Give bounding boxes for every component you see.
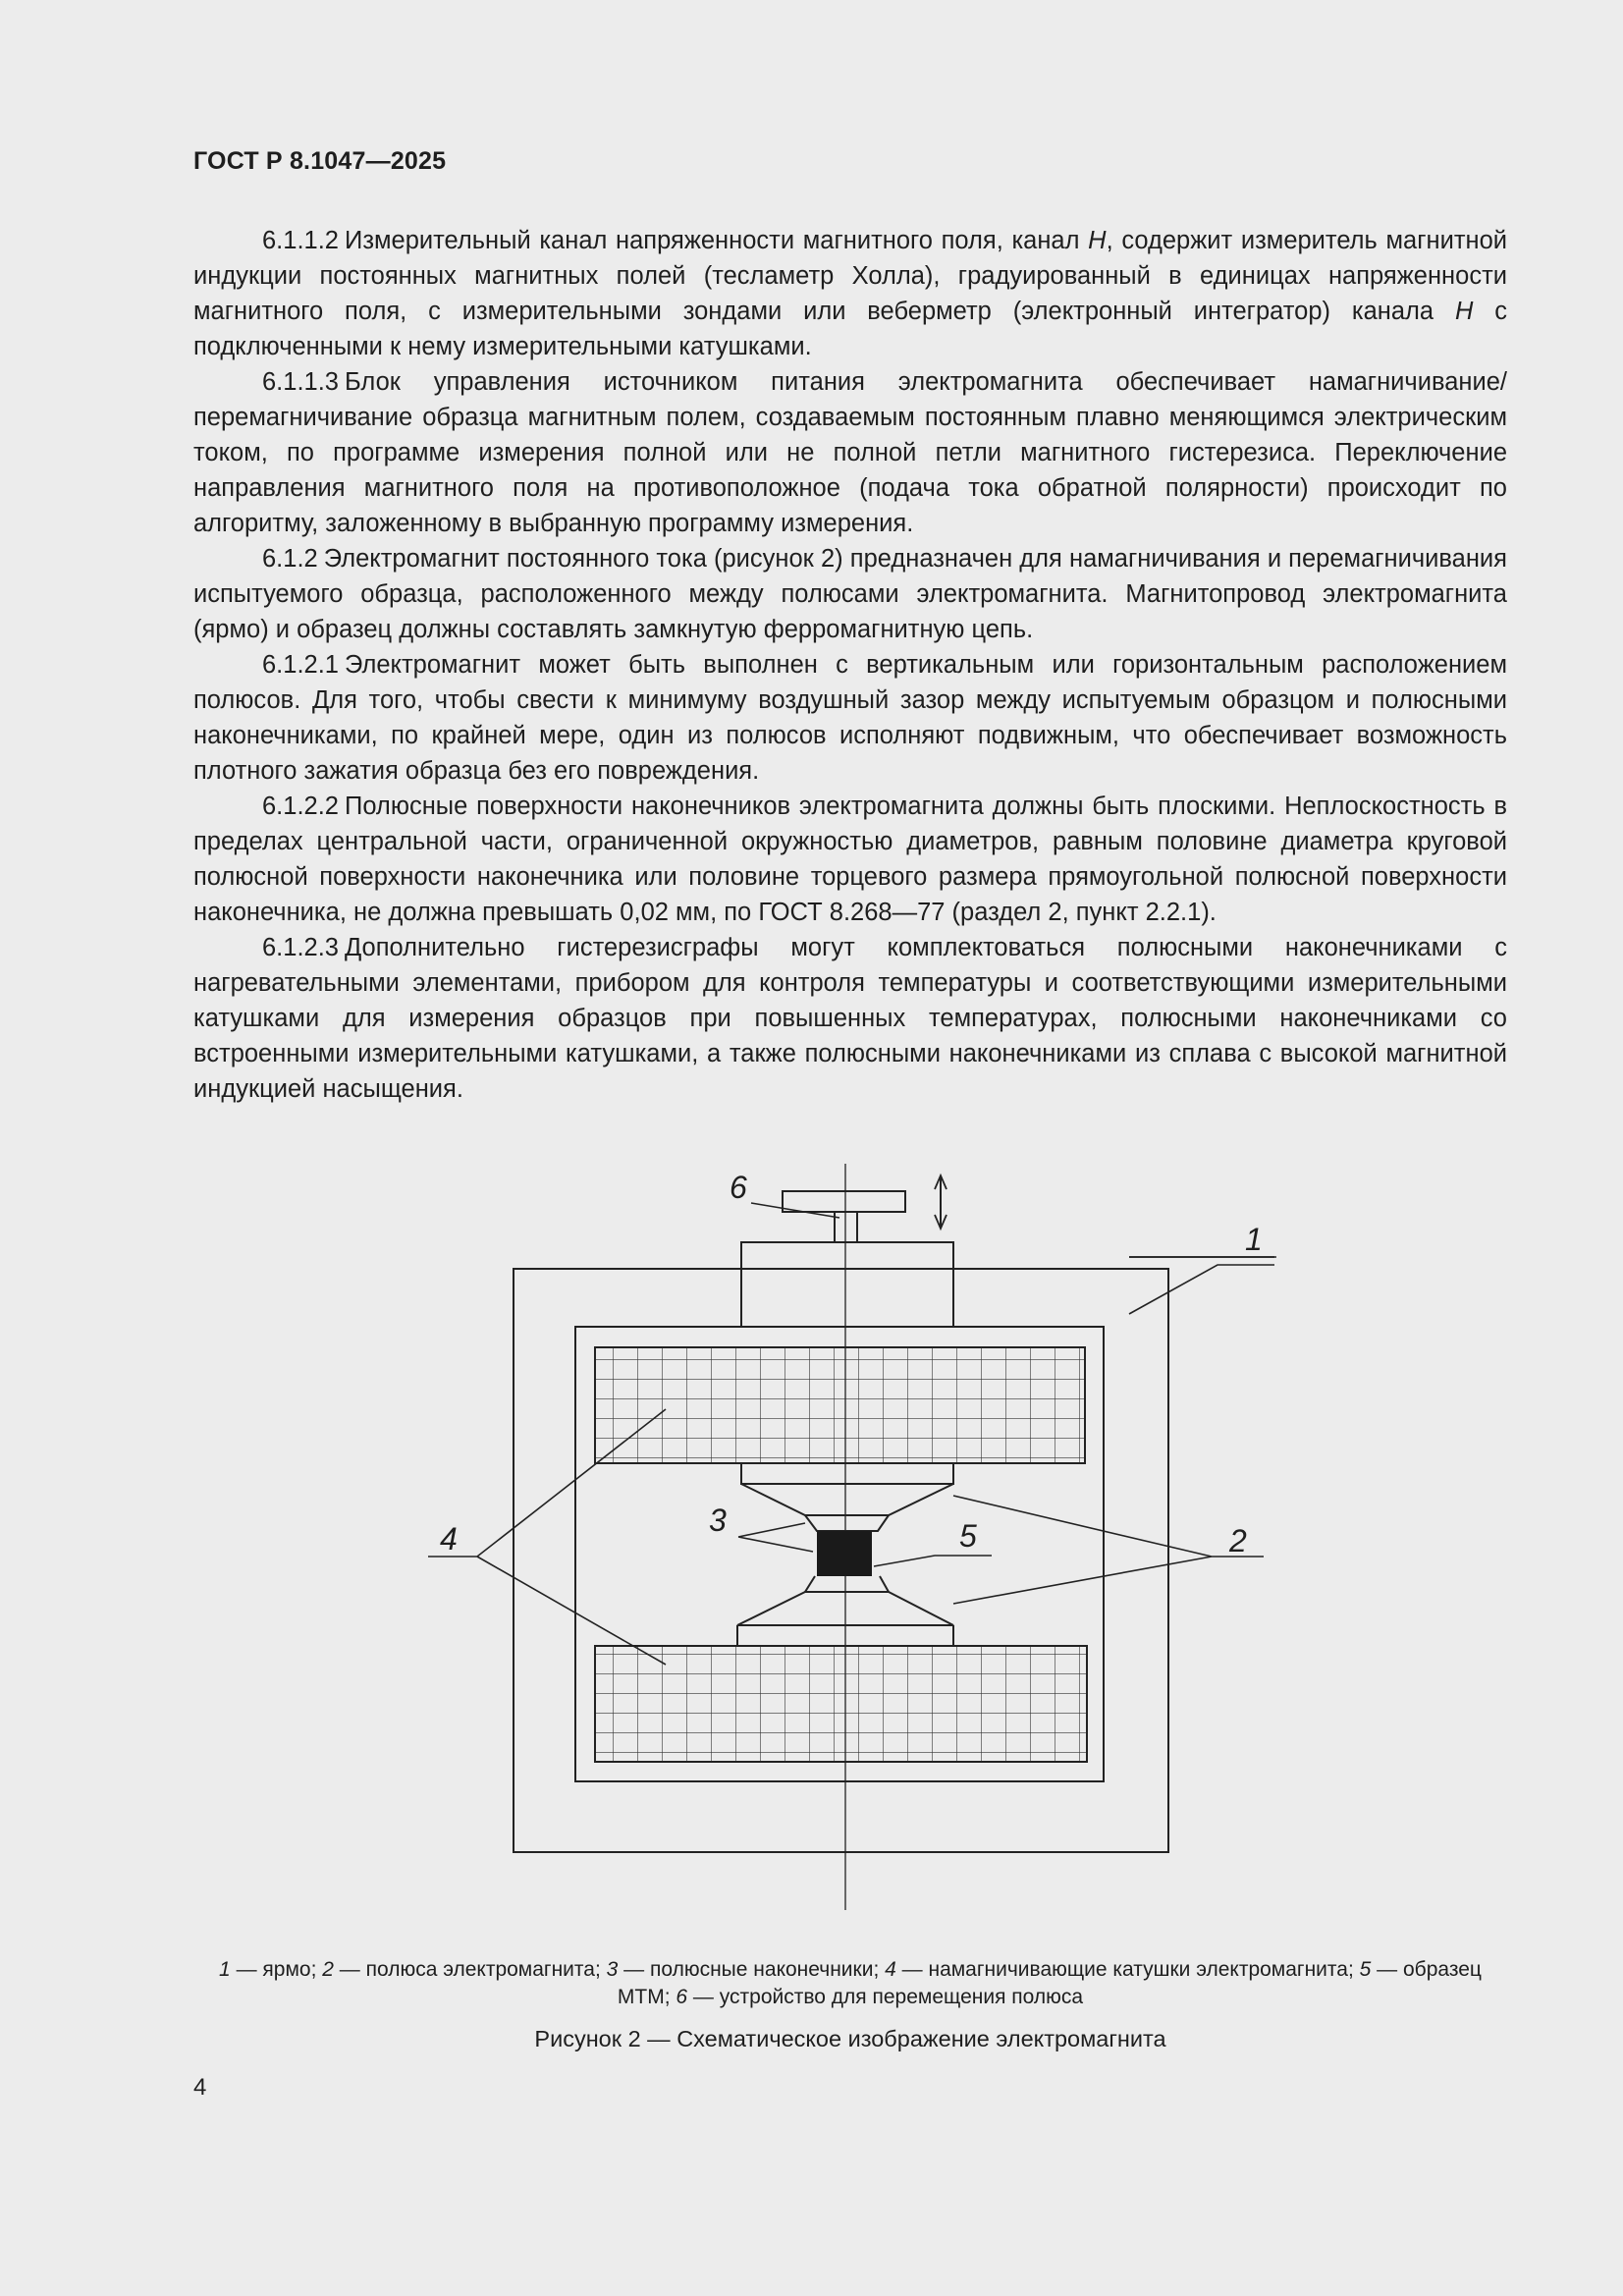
symbol-h: H — [1454, 298, 1474, 325]
leader-1 — [1129, 1265, 1274, 1314]
paragraph-number: 6.1.1.3 — [262, 368, 339, 396]
leader-5 — [874, 1556, 992, 1566]
paragraph-6-1-2 — [193, 541, 1507, 647]
legend-text: — полюсные наконечники; — [618, 1958, 886, 1981]
paragraph-6-1-1-3 — [193, 364, 1507, 541]
legend-number: 1 — [219, 1958, 231, 1981]
paragraph-number: 6.1.2.3 — [262, 934, 339, 961]
legend-text: — ярмо; — [230, 1958, 323, 1981]
paragraph-text: Электромагнит может быть выполнен с вертикальным или горизонтальным расположением полюсов. Для того, чтобы свести к минимуму воздушный зазор между испытуемым образцом и полюсными наконечниками, по крайней мере, один из полюсов исполняют подвижным, что обеспечивает возможность плотного зажатия образца без его повреждения. — [193, 651, 1507, 785]
upper-pole-tip — [741, 1484, 953, 1515]
legend-number: 6 — [676, 1986, 688, 2008]
callout-1: 1 — [1245, 1222, 1263, 1257]
paragraph-number: 6.1.1.2 — [262, 227, 339, 254]
leader-2 — [953, 1496, 1264, 1604]
electromagnet-figure — [0, 1164, 1623, 1920]
callout-5: 5 — [959, 1518, 977, 1554]
document-header: ГОСТ Р 8.1047—2025 — [193, 147, 447, 175]
lower-pole-face — [805, 1576, 889, 1592]
callout-3: 3 — [709, 1503, 727, 1538]
upper-pole-body — [741, 1242, 953, 1327]
legend-number: 3 — [606, 1958, 619, 1981]
callout-4: 4 — [440, 1521, 458, 1557]
paragraph-number: 6.1.2 — [262, 545, 318, 573]
callout-6: 6 — [730, 1170, 747, 1205]
upper-coil — [595, 1347, 1085, 1463]
paragraph-6-1-2-1 — [193, 647, 1507, 789]
legend-number: 5 — [1359, 1958, 1372, 1981]
paragraph-text: Измерительный канал напряженности магнитного поля, канал — [344, 227, 1089, 254]
lower-coil — [595, 1646, 1087, 1762]
paragraph-6-1-2-2 — [193, 789, 1507, 930]
upper-pole — [741, 1463, 953, 1484]
paragraph-number: 6.1.2.1 — [262, 651, 339, 679]
paragraph-6-1-1-2 — [193, 223, 1507, 364]
legend-text: — образец МТМ; — [617, 1958, 1482, 2008]
callout-2: 2 — [1229, 1523, 1247, 1558]
paragraph-text: Дополнительно гистерезисграфы могут комплектоваться полюсными наконечниками с нагревательными элементами, прибором для контроля температуры и соответствующими измерительными катушками для измерения образцов при повышенных температурах, полюсными наконечниками со встроенными измерительными катушками, а также полюсными наконечниками из сплава с высокой магнитной индукцией насыщения. — [193, 934, 1507, 1103]
legend-number: 2 — [322, 1958, 334, 1981]
legend-text: — устройство для перемещения полюса — [687, 1986, 1084, 2008]
paragraph-6-1-2-3 — [193, 930, 1507, 1107]
body-text — [193, 223, 1507, 1107]
adjust-knob — [783, 1191, 905, 1212]
symbol-h: H — [1088, 227, 1107, 254]
paragraph-text: с подключенными к нему измерительными катушками. — [193, 298, 1507, 360]
mtm-sample — [817, 1531, 872, 1576]
paragraph-number: 6.1.2.2 — [262, 793, 339, 820]
upper-pole-face — [805, 1515, 889, 1531]
figure-legend — [193, 1956, 1507, 2011]
paragraph-text: Полюсные поверхности наконечников электромагнита должны быть плоскими. Неплоскостность в пределах центральной части, ограниченной окружностью диаметров, равным половине диаметра круговой полюсной поверхности наконечника или половине торцевого размера прямоугольной полюсной поверхности наконечника, не должна превышать 0,02 мм, по ГОСТ 8.268—77 (раздел 2, пункт 2.2.1). — [193, 793, 1507, 926]
paragraph-text: , содержит измеритель магнитной индукции постоянных магнитных полей (тесламетр Холла), градуированный в единицах напряженности магнитного поля, с измерительными зондами или веберметр (электронный интегратор) канала — [193, 227, 1508, 325]
leader-3 — [738, 1523, 813, 1552]
electromagnet-diagram — [0, 1164, 1623, 1920]
paragraph-text: Блок управления источником питания электромагнита обеспечивает намагничивание/перемагничивание образца магнитным полем, создаваемым постоянным плавно меняющимся электрическим током, по программе измерения полной или не полной петли магнитного гистерезиса. Переключение направления магнитного поля на противоположное (подача тока обратной полярности) происходит по алгоритму, заложенному в выбранную программу измерения. — [193, 368, 1507, 537]
figure-title: Рисунок 2 — Схематическое изображение электромагнита — [534, 2026, 1166, 2051]
legend-text: — полюса электромагнита; — [333, 1958, 607, 1981]
leader-6 — [751, 1203, 839, 1218]
legend-number: 4 — [885, 1958, 896, 1981]
page-number: 4 — [193, 2074, 207, 2101]
paragraph-text: Электромагнит постоянного тока (рисунок 2) предназначен для намагничивания и перемагничивания испытуемого образца, расположенного между полюсами электромагнита. Магнитопровод электромагнита (ярмо) и образец должны составлять замкнутую ферромагнитную цепь. — [193, 545, 1507, 643]
legend-text: — намагничивающие катушки электромагнита; — [895, 1958, 1360, 1981]
